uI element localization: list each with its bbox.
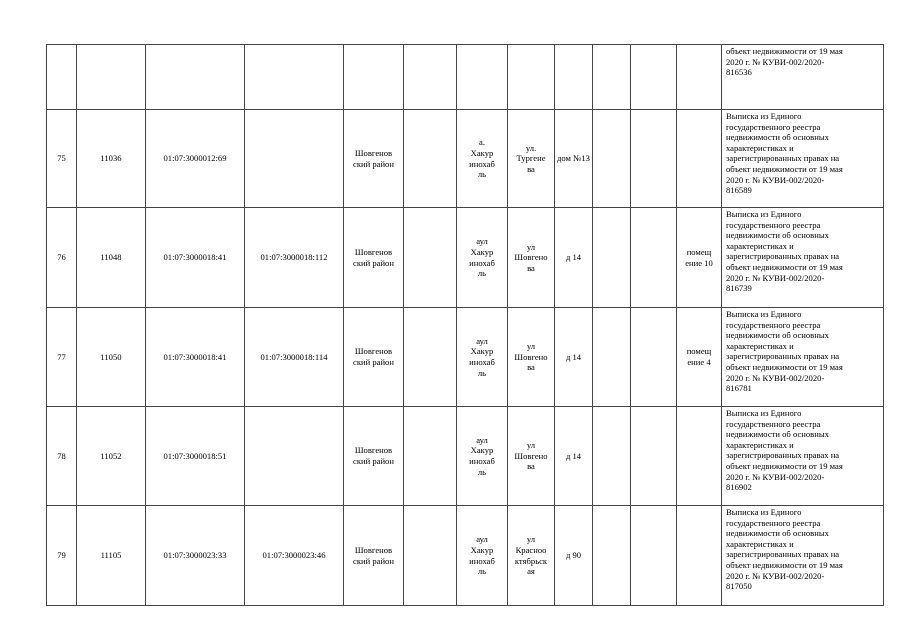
- object-id-cell: 11050: [77, 308, 146, 407]
- empty-cell: [631, 407, 677, 506]
- cadastral-number-cell: [146, 45, 245, 110]
- district-cell: Шовгенов ский район: [344, 110, 404, 208]
- street-cell: ул Шовгено ва: [508, 308, 555, 407]
- document-cell: Выписка из Единого государственного реестра недвижимости об основных характеристиках и зарегистрированных правах на объект недвижимости от 19 мая 2020 г. № КУВИ-002/2020- 816781: [722, 308, 884, 407]
- district-cell: Шовгенов ский район: [344, 506, 404, 606]
- empty-cell: [404, 45, 457, 110]
- object-id-cell: 11105: [77, 506, 146, 606]
- row-number-cell: [47, 45, 77, 110]
- document-cell: Выписка из Единого государственного реестра недвижимости об основных характеристиках и зарегистрированных правах на объект недвижимости от 19 мая 2020 г. № КУВИ-002/2020- 816739: [722, 208, 884, 308]
- row-number-cell: 76: [47, 208, 77, 308]
- street-cell: ул. Тургене ва: [508, 110, 555, 208]
- table-row: [47, 506, 884, 606]
- district-cell: [344, 45, 404, 110]
- table-row: [47, 45, 884, 110]
- settlement-cell: а. Хакур инохаб ль: [457, 110, 508, 208]
- empty-cell: [631, 45, 677, 110]
- empty-cell: [593, 110, 631, 208]
- table-row: [47, 208, 884, 308]
- house-cell: дом №13: [555, 110, 593, 208]
- empty-cell: [404, 308, 457, 407]
- empty-cell: [631, 308, 677, 407]
- object-id-cell: 11036: [77, 110, 146, 208]
- street-cell: ул Красноо ктябрьск ая: [508, 506, 555, 606]
- street-cell: ул Шовгено ва: [508, 407, 555, 506]
- premise-cell: помещ ение 10: [677, 208, 722, 308]
- cadastral-number-cell: 01:07:3000023:33: [146, 506, 245, 606]
- empty-cell: [631, 110, 677, 208]
- premise-cadastral-number-cell: [245, 45, 344, 110]
- object-id-cell: [77, 45, 146, 110]
- row-number-cell: 77: [47, 308, 77, 407]
- empty-cell: [404, 208, 457, 308]
- premise-cadastral-number-cell: 01:07:3000018:114: [245, 308, 344, 407]
- settlement-cell: аул Хакур инохаб ль: [457, 208, 508, 308]
- table-row: [47, 110, 884, 208]
- empty-cell: [404, 506, 457, 606]
- premise-cell: [677, 506, 722, 606]
- street-cell: ул Шовгено ва: [508, 208, 555, 308]
- document-cell: Выписка из Единого государственного реестра недвижимости об основных характеристиках и зарегистрированных правах на объект недвижимости от 19 мая 2020 г. № КУВИ-002/2020- 816589: [722, 110, 884, 208]
- empty-cell: [593, 45, 631, 110]
- district-cell: Шовгенов ский район: [344, 208, 404, 308]
- document-cell: объект недвижимости от 19 мая 2020 г. № КУВИ-002/2020- 816536: [722, 45, 884, 110]
- empty-cell: [631, 506, 677, 606]
- row-number-cell: 78: [47, 407, 77, 506]
- premise-cell: помещ ение 4: [677, 308, 722, 407]
- object-id-cell: 11048: [77, 208, 146, 308]
- empty-cell: [404, 110, 457, 208]
- district-cell: Шовгенов ский район: [344, 407, 404, 506]
- empty-cell: [404, 407, 457, 506]
- property-table: [46, 44, 884, 606]
- document-cell: Выписка из Единого государственного реестра недвижимости об основных характеристиках и зарегистрированных правах на объект недвижимости от 19 мая 2020 г. № КУВИ-002/2020- 816902: [722, 407, 884, 506]
- cadastral-number-cell: 01:07:3000012:69: [146, 110, 245, 208]
- house-cell: д 14: [555, 407, 593, 506]
- house-cell: д 14: [555, 208, 593, 308]
- settlement-cell: аул Хакур инохаб ль: [457, 407, 508, 506]
- cadastral-number-cell: 01:07:3000018:41: [146, 308, 245, 407]
- empty-cell: [593, 208, 631, 308]
- settlement-cell: аул Хакур инохаб ль: [457, 506, 508, 606]
- premise-cadastral-number-cell: [245, 407, 344, 506]
- cadastral-number-cell: 01:07:3000018:41: [146, 208, 245, 308]
- premise-cadastral-number-cell: 01:07:3000023:46: [245, 506, 344, 606]
- house-cell: д 14: [555, 308, 593, 407]
- empty-cell: [593, 407, 631, 506]
- house-cell: д 90: [555, 506, 593, 606]
- district-cell: Шовгенов ский район: [344, 308, 404, 407]
- object-id-cell: 11052: [77, 407, 146, 506]
- empty-cell: [593, 308, 631, 407]
- premise-cell: [677, 45, 722, 110]
- cadastral-number-cell: 01:07:3000018:51: [146, 407, 245, 506]
- table-row: [47, 407, 884, 506]
- empty-cell: [631, 208, 677, 308]
- settlement-cell: аул Хакур инохаб ль: [457, 308, 508, 407]
- premise-cell: [677, 110, 722, 208]
- premise-cadastral-number-cell: [245, 110, 344, 208]
- house-cell: [555, 45, 593, 110]
- street-cell: [508, 45, 555, 110]
- row-number-cell: 79: [47, 506, 77, 606]
- premise-cadastral-number-cell: 01:07:3000018:112: [245, 208, 344, 308]
- document-cell: Выписка из Единого государственного реестра недвижимости об основных характеристиках и зарегистрированных правах на объект недвижимости от 19 мая 2020 г. № КУВИ-002/2020- 817050: [722, 506, 884, 606]
- table-row: [47, 308, 884, 407]
- settlement-cell: [457, 45, 508, 110]
- empty-cell: [593, 506, 631, 606]
- row-number-cell: 75: [47, 110, 77, 208]
- premise-cell: [677, 407, 722, 506]
